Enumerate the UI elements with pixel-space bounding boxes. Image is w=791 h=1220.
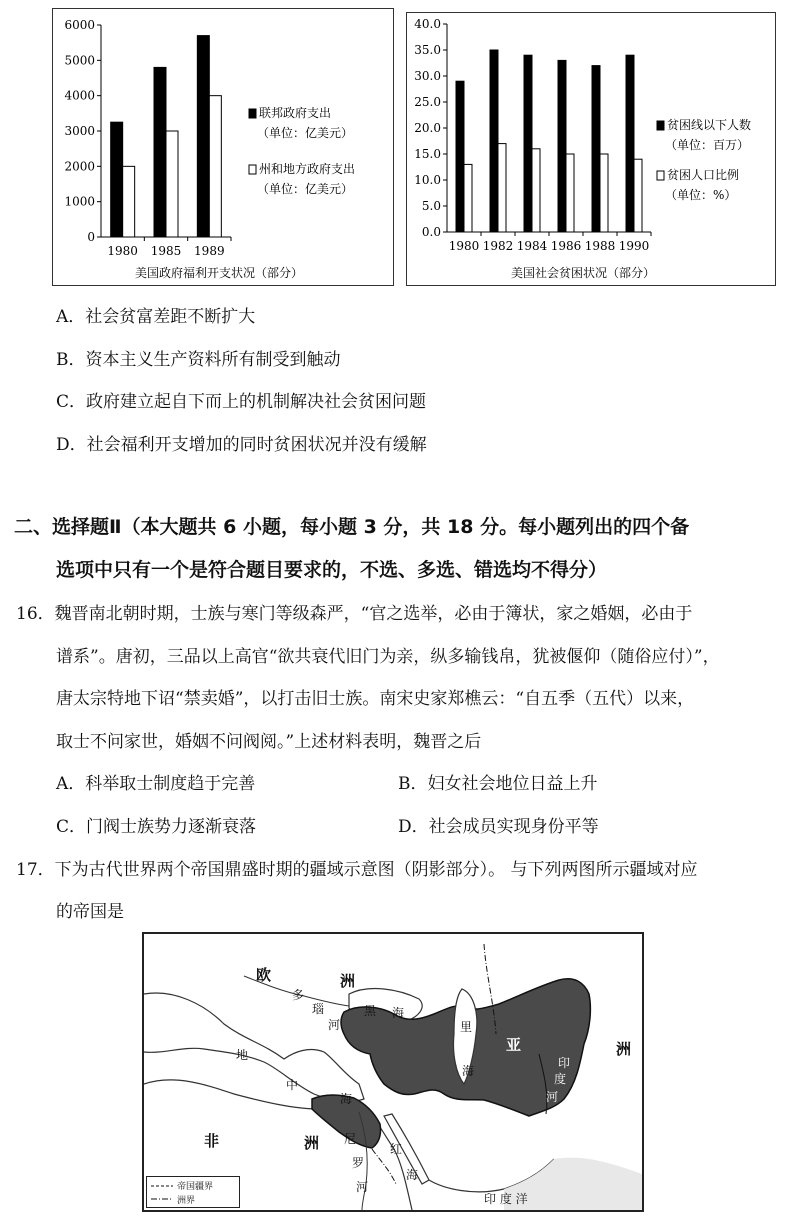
poverty-y-tick-label: 25.0 [414, 95, 441, 109]
label-caspian-1: 里 [460, 1020, 473, 1034]
welfare-spending-chart-svg [53, 9, 393, 285]
q15-option-d: D．社会福利开支增加的同时贫困状况并没有缓解 [56, 435, 427, 455]
label-indus-1: 印 [558, 1056, 571, 1070]
label-nile-3: 河 [356, 1180, 369, 1194]
q16-option-c: C．门阀士族势力逐渐衰落 [56, 817, 257, 837]
q15-option-b: B．资本主义生产资料所有制受到触动 [56, 350, 341, 370]
poverty-chart-svg [407, 13, 775, 285]
poverty-title: 美国社会贫困状况（部分） [510, 266, 656, 280]
welfare-y-tick-label: 3000 [64, 124, 95, 138]
poverty-bar-s2 [566, 154, 574, 232]
poverty-x-tick-label: 1988 [584, 239, 616, 253]
poverty-bar-s1 [524, 55, 532, 232]
poverty-bar-s1 [592, 66, 600, 232]
q16-option-d: D．社会成员实现身份平等 [398, 817, 599, 837]
q15-option-c: C．政府建立起自下而上的机制解决社会贫困问题 [56, 392, 427, 412]
poverty-y-tick-label: 40.0 [414, 17, 441, 31]
label-nile-2: 罗 [352, 1156, 365, 1170]
poverty-y-tick-label: 10.0 [414, 173, 441, 187]
welfare-y-tick-label: 6000 [64, 18, 95, 32]
q17-line1: 17．下为古代世界两个帝国鼎盛时期的疆域示意图（阴影部分）。 与下列两图所示疆域对应 [16, 860, 698, 880]
label-asia-2: 洲 [616, 1040, 632, 1058]
welfare-bar-s1 [197, 36, 209, 237]
label-africa-1: 非 [204, 1132, 220, 1150]
label-asia-1: 亚 [506, 1036, 522, 1054]
poverty-legend-unit: （单位：百万） [665, 138, 750, 152]
welfare-bar-s2 [166, 131, 178, 237]
label-europe-2: 洲 [340, 972, 356, 990]
label-med-2: 中 [286, 1078, 299, 1092]
label-black-2: 海 [392, 1006, 405, 1020]
welfare-legend-unit: （单位：亿美元） [257, 126, 354, 140]
welfare-bar-s2 [123, 166, 135, 237]
poverty-bar-s2 [532, 149, 540, 232]
label-nile-1: 尼 [344, 1132, 357, 1146]
poverty-bar-s1 [558, 60, 566, 232]
q17-line2: 的帝国是 [56, 902, 124, 922]
label-danube-3: 河 [328, 1018, 341, 1032]
label-danube-1: 多 [292, 988, 305, 1002]
label-med-3: 海 [340, 1092, 353, 1106]
poverty-y-tick-label: 20.0 [414, 121, 441, 135]
poverty-bar-s1 [490, 50, 498, 232]
welfare-legend-label: 州和地方政府支出 [259, 162, 356, 176]
label-indian-ocean: 印 度 洋 [484, 1192, 528, 1206]
poverty-bar-s1 [626, 55, 634, 232]
welfare-bar-s2 [209, 96, 221, 237]
welfare-legend-swatch [249, 109, 256, 118]
welfare-x-tick-label: 1989 [194, 244, 225, 258]
poverty-y-tick-label: 5.0 [421, 199, 441, 213]
poverty-legend-label: 贫困人口比例 [667, 168, 740, 182]
poverty-bar-s2 [634, 159, 642, 232]
poverty-x-tick-label: 1984 [516, 239, 548, 253]
welfare-x-tick-label: 1985 [150, 244, 182, 258]
q16-line4: 取士不问家世，婚姻不问阀阅。”上述材料表明，魏晋之后 [56, 732, 482, 752]
welfare-legend-swatch [249, 165, 256, 174]
poverty-x-tick-label: 1982 [482, 239, 514, 253]
poverty-y-tick-label: 30.0 [414, 69, 441, 83]
poverty-bar-s2 [498, 144, 506, 232]
poverty-y-tick-label: 15.0 [414, 147, 441, 161]
label-indus-2: 度 [554, 1072, 567, 1086]
map-legend [146, 1176, 240, 1208]
section-heading-line1: 二、选择题Ⅱ（本大题共 6 小题，每小题 3 分，共 18 分。每小题列出的四个备 [14, 516, 690, 538]
poverty-x-tick-label: 1990 [618, 239, 650, 253]
legend-continent-label: 洲界 [177, 1196, 196, 1206]
label-africa-2: 洲 [304, 1134, 320, 1152]
poverty-chart [406, 12, 776, 286]
section-heading-line2: 选项中只有一个是符合题目要求的，不选、多选、错选均不得分） [56, 559, 608, 581]
label-black-1: 黑 [364, 1004, 377, 1018]
welfare-y-tick-label: 2000 [64, 159, 95, 174]
q16-option-b: B．妇女社会地位日益上升 [398, 774, 598, 794]
q16-line3: 唐太宗特地下诏“禁卖婚”，以打击旧士族。南宋史家郑樵云：“自五季（五代）以来， [56, 689, 695, 709]
label-europe-1: 欧 [256, 966, 272, 984]
q16-option-a: A．科举取士制度趋于完善 [56, 774, 256, 794]
label-red-2: 海 [406, 1168, 419, 1182]
empire-territory-map [142, 932, 644, 1212]
poverty-legend-label: 贫困线以下人数 [667, 118, 752, 132]
poverty-x-tick-label: 1986 [550, 239, 582, 253]
poverty-bar-s2 [464, 164, 472, 232]
q16-line1: 16．魏晋南北朝时期，士族与寒门等级森严，“官之选举，必由于簿状，家之婚姻，必由于 [16, 604, 693, 624]
welfare-bar-s1 [111, 122, 123, 237]
poverty-y-tick-label: 35.0 [414, 43, 441, 57]
welfare-y-tick-label: 0 [87, 230, 95, 244]
label-med-1: 地 [236, 1048, 249, 1062]
q15-option-a: A．社会贫富差距不断扩大 [56, 307, 256, 327]
poverty-x-tick-label: 1980 [448, 239, 480, 253]
welfare-legend-unit: （单位：亿美元） [257, 182, 354, 196]
welfare-x-tick-label: 1980 [107, 244, 138, 258]
poverty-y-tick-label: 0.0 [421, 225, 441, 239]
legend-border-label: 帝国疆界 [177, 1182, 214, 1192]
welfare-spending-chart [52, 8, 394, 286]
europe-coast [144, 993, 364, 1102]
map-svg [144, 934, 642, 1210]
welfare-y-tick-label: 1000 [64, 194, 95, 209]
q16-line2: 谱系”。唐初，三品以上高官“欲共衰代旧门为亲，纵多输钱帛，犹被偃仰（随俗应付）”， [56, 647, 720, 667]
label-caspian-2: 海 [462, 1064, 475, 1078]
label-red-1: 红 [390, 1142, 403, 1156]
welfare-y-tick-label: 5000 [64, 53, 95, 68]
poverty-legend-unit: （单位：%） [665, 188, 737, 202]
label-danube-2: 瑙 [312, 1002, 325, 1016]
poverty-bar-s2 [600, 154, 608, 232]
poverty-bar-s1 [456, 81, 464, 232]
welfare-bar-s1 [154, 67, 166, 237]
poverty-legend-swatch [657, 121, 664, 130]
label-indus-3: 河 [546, 1090, 559, 1104]
poverty-legend-swatch [657, 171, 664, 180]
welfare-title: 美国政府福利开支状况（部分） [134, 266, 304, 280]
welfare-legend-label: 联邦政府支出 [259, 106, 332, 120]
welfare-y-tick-label: 4000 [64, 88, 95, 103]
